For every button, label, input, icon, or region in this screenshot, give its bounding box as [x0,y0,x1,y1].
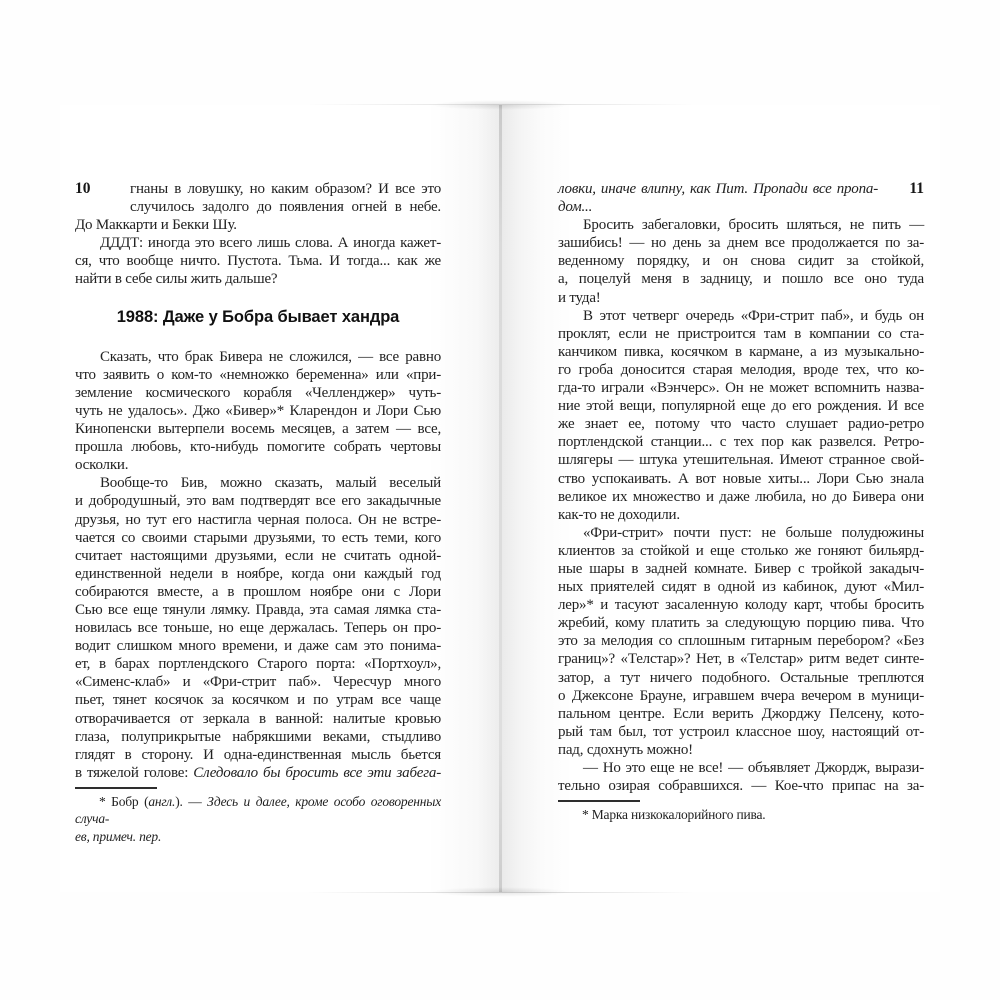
page-bottom-edge [306,892,693,893]
text-line: ние этой вещи, популярной еще до его рождения. И все [558,398,924,415]
footnote [558,800,924,824]
text-line: в тяжелой голове: Следовало бы бросить все эти забега- [75,764,441,781]
text-line: веденному порядку, и он снова сидит за стойкой, [558,253,924,270]
text-line [558,180,924,198]
text-line: ные шары в задней комнате. Бивер с тройкой закадыч- [558,560,924,577]
text-line: Кинопенски вытерпели восемь месяцев, а затем — все, [75,421,441,438]
text-line: жребий, кому платить за следующую порцию пива. Что [558,615,924,632]
text-line: * Марка низкокалорийного пива. [582,807,766,823]
paragraph [558,216,924,306]
chapter-heading: 1988: Даже у Бобра бывает хандра [116,307,400,326]
italic-text: ев, примеч. пер. [75,828,162,844]
text-line: что заявить о ком-то «немножко беременна» или «при- [75,366,441,383]
text-line: чуть не удалось». Джо «Бивер»* Кларендон и Лори Сью [75,402,441,419]
text-line: ет, в барах портлендского Старого порта: «Портхоул», [75,656,441,673]
footnote-rule [75,787,157,789]
right-page [502,105,940,892]
left-page-text [75,180,441,846]
text-line [75,828,441,846]
text-line: ДДДТ: иногда это всего лишь слова. А иногда кажет- [100,235,441,252]
text-line: Сью все еще тянули лямку. Правда, эта самая лямка ста- [75,601,441,618]
italic-text: Следовало бы бросить все эти забега- [193,764,441,781]
text-line: ство успокаивать. А вот новые хиты... Лори Сью знала [558,470,924,487]
text-line: водит слишком много времени, и даже сам это понима- [75,638,441,655]
text-line: чается со своими старыми друзьями, то есть теми, кого [75,529,441,546]
text-line: проклят, если не пристроится там в компании со ста- [558,325,924,342]
text-line: как-то не доходили. [558,506,680,523]
text-line: лер»* и тасуют засаленную колоду карт, чтобы бросить [558,597,924,614]
text-line: ных приятелей сидят в одной из кабинок, дуют «Мил- [558,579,924,596]
paragraph [558,759,924,795]
text-line: собираются вместе, а в прошлом ноябре они с Лори [75,583,441,600]
text-line: это за мелодия со сплошным гитарным перебором? «Без [558,633,924,650]
text-line: клиентов за стойкой и еще столько же гоняют бильярд- [558,542,924,559]
text-line: считает настоящими друзьями, если не считать одной- [75,547,441,564]
text-line: о Джексоне Брауне, игравшем вчера вечером в муници- [558,687,924,704]
text-line: же знает ее, потому что часто слушает радио-ретро [558,416,924,433]
text-line: глядят в сторону. И одна-единственная мысль бьется [75,746,441,763]
text-line: осколки. [75,457,129,474]
italic-text: ловки, иначе влипну, как Пит. Пропади все пропа- [558,181,878,197]
footnote [75,787,441,846]
text-line: пад, сдохнуть можно! [558,741,693,758]
italic-text: англ. [148,793,176,809]
text-line: рый там был, тот устроил классное шоу, настоящий от- [558,723,924,740]
text-line: До Маккарти и Бекки Шу. [75,217,237,234]
italic-text: дом... [558,199,593,216]
book-spread [60,105,940,892]
text-line: новилась все тоньше, но еще держалась. Теперь он про- [75,620,441,637]
text-line: прошла любовь, кто-нибудь помогите собрать чертовы [75,439,441,456]
page-number: 10 [75,180,91,197]
text-line: земление космического корабля «Челленджер» чуть- [75,384,441,401]
text-line: найти в себе силы жить дальше? [75,271,278,288]
text-line: В этот четверг очередь «Фри-стрит паб», и будь он [583,307,924,324]
text-line: Бросить забегаловки, бросить шляться, не пить — [583,217,924,234]
footnote-rule [558,800,640,802]
text-line: * Бобр (англ.). — Здесь и далее, кроме особо оговоренных случа- [75,793,441,827]
text-line: гнаны в ловушку, но каким образом? И все это [130,181,441,197]
text-line: гда-то играли «Вэнчерс». Он не может вспомнить назва- [558,380,924,397]
text-line: зашибись! — но день за днем все продолжается по за- [558,235,924,252]
text-line: Вообще-то Бив, можно сказать, малый веселый [100,475,441,492]
text-line: и добродушный, это вам подтвердят все его закадычные [75,493,441,510]
paragraph [75,234,441,288]
text-line: «Сименс-клаб» и «Фри-стрит паб». Чересчур много [75,674,441,691]
text-line: а, поцелуй меня в задницу, и пошло все оно туда [558,271,924,288]
text-line: и туда! [558,289,601,306]
text-line: единственной недели в ноябре, когда они каждый год [75,565,441,582]
text-line: тельно озирая собравшихся. — Кое-что припас на за- [558,778,924,795]
paragraph [558,524,924,759]
text-line: друзья, но тут его настигла черная полоса. Он не встре- [75,511,441,528]
text-line: границ»? «Телстар»? Нет, в «Телстар» ритм ведет синте- [558,651,924,668]
text-line [558,198,924,216]
paragraph [75,348,441,475]
text-line: ся, что вообще ничто. Пустота. Тьма. И тогда... как же [75,253,441,270]
italic-text: Здесь и далее, кроме особо оговоренных случа- [75,793,441,827]
text-line: затор, а тут ничего подобного. Остальные треплются [558,669,924,686]
text-line: пальном центре. Если верить Джорджу Пелсену, кото- [558,705,924,722]
text-line: шлягеры — штука утешительная. Имеют странное свой- [558,452,924,469]
page-number: 11 [909,180,924,197]
paragraph [75,474,441,782]
text-line: портлендской станции... с тех пор как развелся. Ретро- [558,434,924,451]
paragraph-continuation [558,180,924,216]
text-line: го гроба доносится старая мелодия, вроде тех, что ко- [558,361,924,378]
text-line: «Фри-стрит» почти пуст: не больше полудюжины [583,524,924,541]
text-line: — Но это еще не все! — объявляет Джордж, вырази- [583,760,924,776]
text-line: глаза, полуприкрытые набрякшими веками, стыдливо [75,728,441,745]
text-line: Сказать, что брак Бивера не сложился, — все равно [100,348,441,365]
text-line: отворачивается от зеркала в ванной: налитые кровью [75,710,441,727]
text-line: канчиком пивка, косячком в кармане, а из музыкально- [558,343,924,360]
paragraph [558,307,924,524]
right-page-text [558,180,924,824]
text-line: случилось задолго до появления огней в небе. [130,199,441,216]
text-line: великое их множество и даже любила, но до Бивера они [558,488,924,505]
left-page [60,105,499,892]
paragraph-continuation [75,180,441,234]
text-line: пьет, тянет косячок за косячком и по утрам все чаще [75,692,441,709]
